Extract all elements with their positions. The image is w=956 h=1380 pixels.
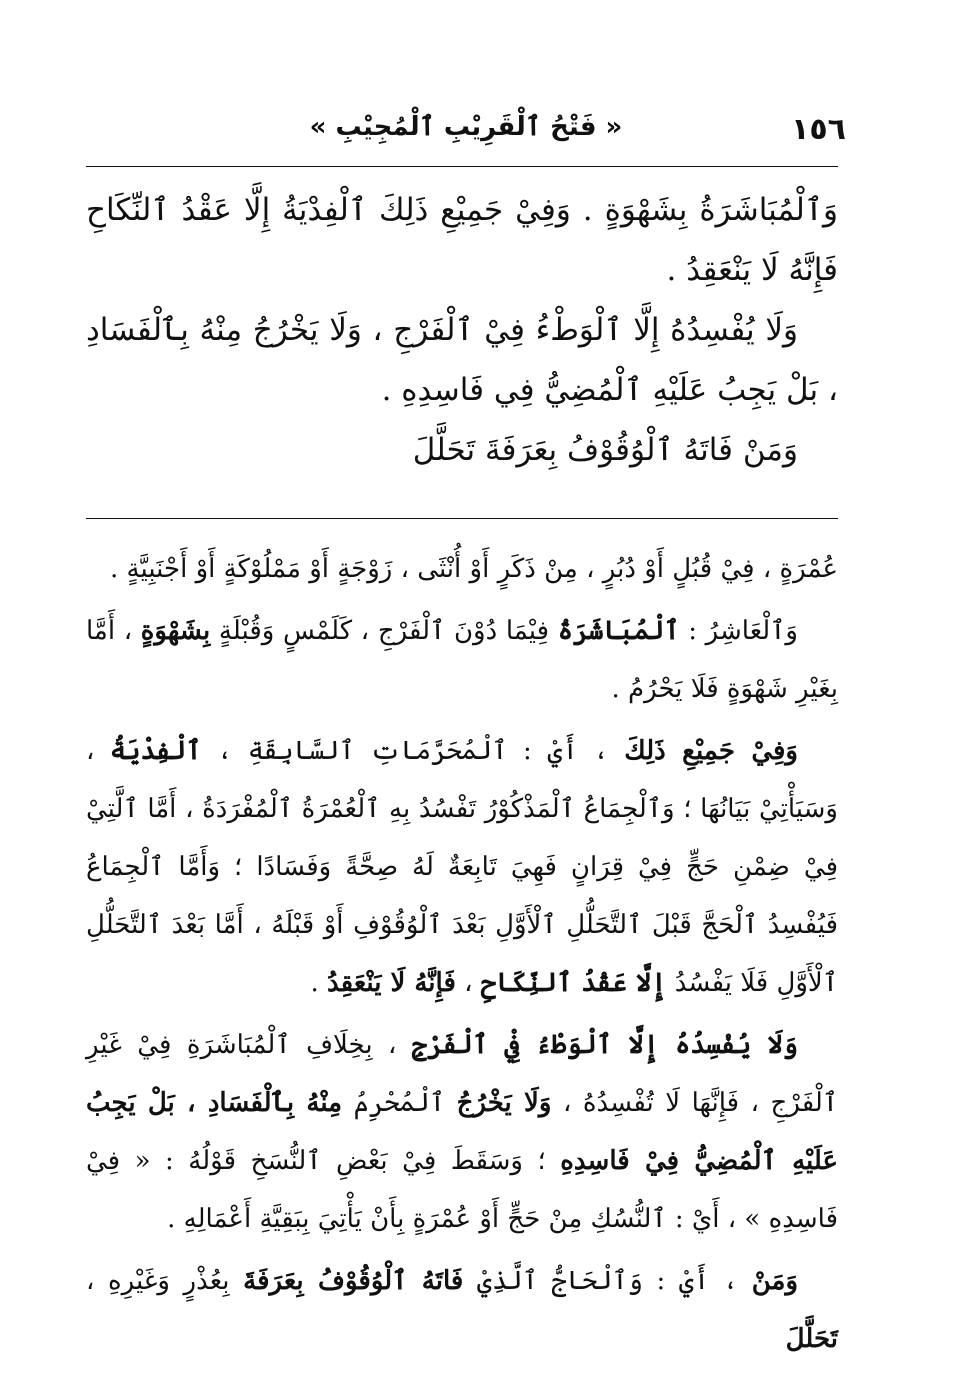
matn-quote: إِلَّا عَقْدُ ٱلنِّكَاحِ [480, 968, 667, 998]
commentary-text-run: بِعُذْرٍ وَغَيْرِهِ ، [86, 1266, 244, 1296]
matn-quote: بِشَهْوَةٍ [140, 616, 211, 646]
commentary-divider [86, 518, 838, 519]
main-text-paragraph: وَلَا يُفْسِدُهُ إِلَّا ٱلْوَطْءُ فِيْ ٱلْفَرْجِ ، وَلَا يَخْرُجُ مِنْهُ بِٱلْفَسَادِ ، بَلْ يَجِبُ عَلَيْهِ ٱلْمُضِيُّ فِي فَاسِدِهِ . [86, 312, 838, 408]
page-header [86, 112, 846, 156]
commentary-text-run: ، وَسَيَأْتِيْ بَيَانُهَا ؛ وَٱلْجِمَاعُ ٱلْمَذْكُوْرُ تَفْسُدُ بِهِ ٱلْعُمْرَةُ ٱلْمُفْرَدَةُ ، أَمَّا ٱلَّتِيْ فِيْ ضِمْنِ حَجٍّ فِيْ قِرَانٍ فَهِيَ تَابِعَةٌ لَهُ صِحَّةً وَفَسَادًا ؛ وَأَمَّا ٱلْجِمَاعُ فَيُفْسِدُ ٱلْحَجَّ قَبْلَ ٱلتَّحَلُّلِ ٱلْأَوَّلِ بَعْدَ ٱلْوُقُوْفِ أَوْ قَبْلَهُ ، أَمَّا بَعْدَ ٱلتَّحَلُّلِ ٱلْأَوَّلِ فَلَا يَفْسُدُ [86, 736, 838, 998]
header-divider [86, 166, 838, 167]
matn-quote: وَمَنْ [751, 1266, 798, 1296]
commentary-text-run: ، أَيْ : وَٱلْحَاجُّ ٱلَّذِيْ [463, 1266, 752, 1296]
main-text-paragraph: وَمَنْ فَاتَهُ ٱلْوُقُوْفُ بِعَرَفَةَ تَحَلَّلَ [412, 432, 798, 468]
commentary-text-run: ٱلْمُحْرِمُ [342, 1088, 457, 1118]
matn-quote: فَإِنَّهُ لَا يَنْعَقِدُ [327, 968, 456, 998]
commentary-paragraph [86, 540, 838, 598]
main-text-paragraph: وَٱلْمُبَاشَرَةُ بِشَهْوَةٍ . وَفِيْ جَمِيْعِ ذَلِكَ ٱلْفِدْيَةُ إِلَّا عَقْدُ ٱلنِّكَاحِ فَإِنَّهُ لَا يَنْعَقِدُ . [86, 192, 838, 288]
matn-quote: وَلَا يَخْرُجُ [456, 1088, 552, 1118]
matn-quote: وَفِيْ جَمِيْعِ ذَلِكَ [624, 736, 798, 766]
commentary-text-run: ؛ وَسَقَطَ فِيْ بَعْضِ ٱلنُّسَخِ قَوْلُهُ : « فِيْ فَاسِدِهِ » ، أَيْ : ٱلنُّسُكِ مِنْ حَجٍّ أَوْ عُمْرَةٍ بِأَنْ يَأْتِيَ بِبَقِيَّةِ أَعْمَالِهِ . [86, 1146, 838, 1234]
commentary-text-run: . [310, 968, 328, 998]
commentary-text-run: ، أَمَّا بِغَيْرِ شَهْوَةٍ فَلَا يَحْرُمُ . [86, 616, 838, 704]
commentary-paragraph [86, 1016, 838, 1248]
running-title: « فَتْحُ ٱلْقَرِيْبِ ٱلْمُجِيْبِ » [309, 112, 623, 142]
commentary-text-run: ، [455, 968, 481, 998]
commentary-paragraph [86, 602, 838, 718]
commentary-text [86, 540, 838, 1372]
matn-quote: تَحَلَّلَ [785, 1324, 838, 1354]
page-number: ١٥٦ [791, 112, 846, 147]
commentary-text-run: ، أَيْ : ٱلْمُحَرَّمَاتِ ٱلسَّابِقَةِ ، [201, 736, 625, 766]
commentary-paragraph [86, 722, 838, 1012]
matn-quote: مِنْهُ بِٱلْفَسَادِ ، بَلْ يَجِبُ عَلَيْهِ ٱلْمُضِيُّ فِيْ فَاسِدِهِ [86, 1088, 838, 1176]
matn-quote: وَلَا يُفْسِدُهُ إِلَّا ٱلْوَطْءُ فِيْ ٱلْفَرْجِ [411, 1030, 798, 1060]
matn-quote: ٱلْمُبَاشَرَةُ [557, 616, 680, 646]
matn-quote: ٱلْفِدْيَةُ [110, 736, 202, 766]
commentary-text-run: ، بِخِلَافِ ٱلْمُبَاشَرَةِ فِيْ غَيْرِ ٱلْفَرْجِ ، فَإِنَّهَا لَا تُفْسِدُهُ ، [86, 1030, 838, 1118]
commentary-text-run: فِيْمَا دُوْنَ ٱلْفَرْجِ ، كَلَمْسٍ وَقُبْلَةٍ [210, 616, 558, 646]
commentary-paragraph [86, 1252, 838, 1368]
matn-quote: فَاتَهُ ٱلْوُقُوْفُ بِعَرَفَةَ [243, 1266, 464, 1296]
commentary-text-run: وَٱلْعَاشِرُ : [679, 616, 798, 646]
main-text [86, 180, 838, 480]
commentary-text-run: عُمْرَةٍ ، فِيْ قُبُلٍ أَوْ دُبُرٍ ، مِنْ ذَكَرٍ أَوْ أُنْثَى ، زَوْجَةٍ أَوْ مَمْلُوْكَةٍ أَوْ أَجْنَبِيَّةٍ . [110, 554, 838, 584]
